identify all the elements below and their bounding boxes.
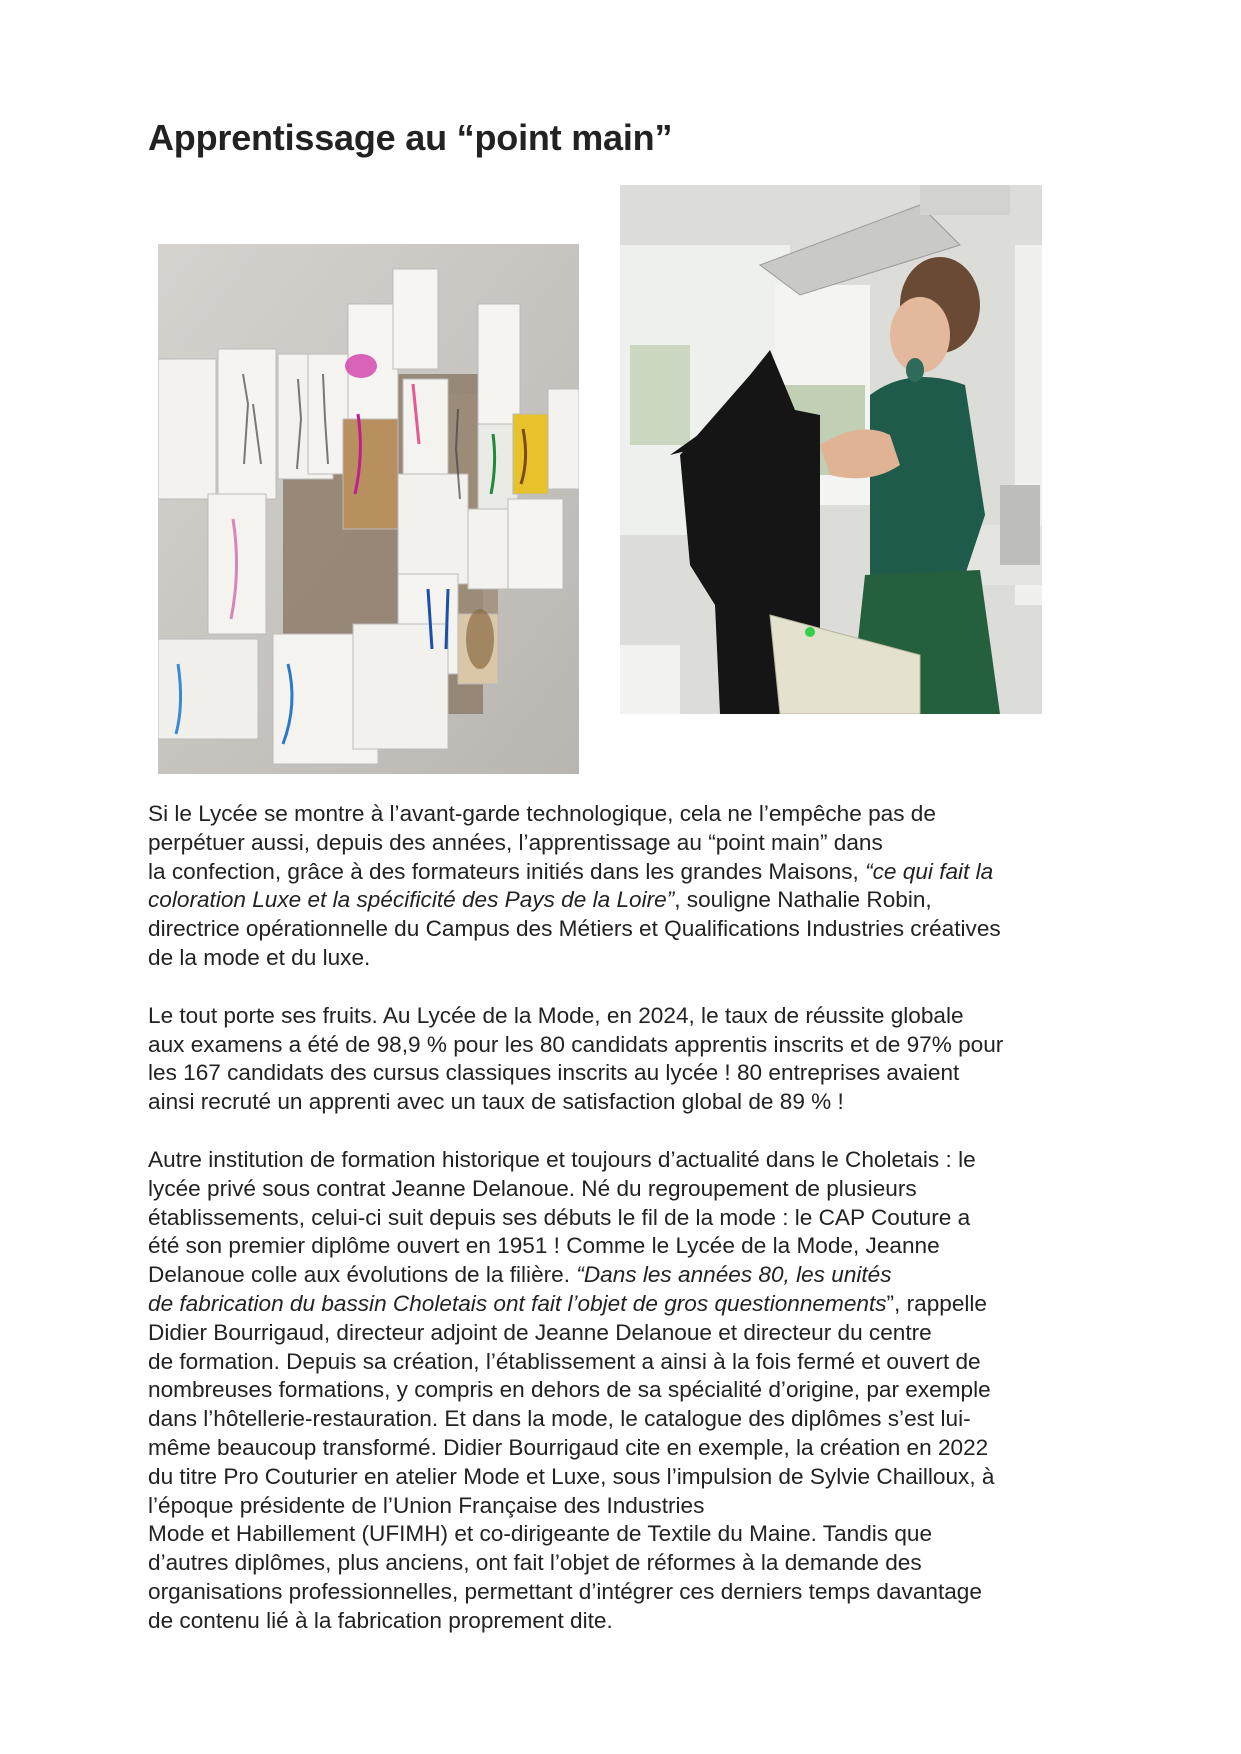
text-run: perpétuer aussi, depuis des années, l’apprentissage au “point main” dans — [148, 829, 883, 855]
text-run: les 167 candidats des cursus classiques inscrits au lycée ! 80 entreprises avaient — [148, 1060, 960, 1086]
text-line — [148, 1492, 1108, 1521]
text-line — [148, 1002, 1108, 1031]
text-line — [148, 915, 1108, 944]
text-run: Si le Lycée se montre à l’avant-garde technologique, cela ne l’empêche pas de — [148, 801, 936, 826]
text-run: directrice opérationnelle du Campus des Métiers et Qualifications Industries créatives — [148, 916, 1001, 942]
text-line — [148, 1290, 1108, 1319]
text-line — [148, 1319, 1108, 1348]
text-line — [148, 858, 1108, 887]
text-run: dans l’hôtellerie-restauration. Et dans la mode, le catalogue des diplômes s’est lui- — [148, 1406, 971, 1432]
text-run: , souligne Nathalie Robin, — [674, 887, 932, 913]
sketch-wall-photo — [158, 244, 579, 774]
quote-text: “ce qui fait la — [865, 858, 994, 884]
text-line — [148, 1232, 1108, 1261]
text-line — [148, 1088, 1108, 1117]
text-line — [148, 1204, 1108, 1233]
quote-text: de fabrication du bassin Choletais ont fait l’objet de gros questionnements — [148, 1290, 887, 1316]
text-run: d’autres diplômes, plus anciens, ont fait l’objet de réformes à la demande des — [148, 1550, 922, 1576]
text-line — [148, 1146, 1108, 1175]
text-line — [148, 1549, 1108, 1578]
paragraph-3 — [148, 1146, 1108, 1636]
text-run: ainsi recruté un apprenti avec un taux de satisfaction global de 89 % ! — [148, 1089, 844, 1115]
text-run: Le tout porte ses fruits. Au Lycée de la Mode, en 2024, le taux de réussite globale — [148, 1002, 964, 1028]
text-line — [148, 944, 1108, 973]
text-line — [148, 1059, 1108, 1088]
text-run: été son premier diplôme ouvert en 1951 ! Comme le Lycée de la Mode, Jeanne — [148, 1233, 940, 1259]
text-run: Didier Bourrigaud, directeur adjoint de Jeanne Delanoue et directeur du centre — [148, 1319, 932, 1345]
text-line — [148, 1578, 1108, 1607]
text-line — [148, 1175, 1108, 1204]
text-run: la confection, grâce à des formateurs initiés dans les grandes Maisons, — [148, 858, 866, 884]
text-run: aux examens a été de 98,9 % pour les 80 candidats apprentis inscrits et de 97% pour — [148, 1031, 1004, 1057]
text-run: ”, rappelle — [886, 1290, 988, 1316]
paragraph-1 — [148, 800, 1108, 973]
page-title: Apprentissage au “point main” — [148, 117, 673, 158]
text-run: de contenu lié à la fabrication proprement dite. — [148, 1607, 613, 1633]
text-run: Autre institution de formation historique et toujours d’actualité dans le Choletais : le — [148, 1146, 976, 1172]
text-line — [148, 829, 1108, 858]
text-line — [148, 1376, 1108, 1405]
text-line — [148, 1348, 1108, 1377]
text-run: même beaucoup transformé. Didier Bourrigaud cite en exemple, la création en 2022 — [148, 1434, 989, 1460]
text-line — [148, 1261, 1108, 1290]
text-run: organisations professionnelles, permettant d’intégrer ces derniers temps davantage — [148, 1578, 982, 1604]
paragraph-2 — [148, 1002, 1108, 1117]
text-line — [148, 1607, 1108, 1636]
seamstress-photo — [620, 185, 1042, 714]
text-run: de la mode et du luxe. — [148, 944, 371, 970]
article-body — [148, 800, 1108, 1665]
text-line — [148, 886, 1108, 915]
text-run: établissements, celui-ci suit depuis ses débuts le fil de la mode : le CAP Couture a — [148, 1204, 971, 1230]
text-run: Delanoue colle aux évolutions de la filière. — [148, 1262, 577, 1288]
text-run: Mode et Habillement (UFIMH) et co-dirigeante de Textile du Maine. Tandis que — [148, 1521, 933, 1547]
text-run: lycée privé sous contrat Jeanne Delanoue. Né du regroupement de plusieurs — [148, 1175, 917, 1201]
text-line — [148, 800, 1108, 829]
text-line — [148, 1405, 1108, 1434]
text-line — [148, 1031, 1108, 1060]
text-run: nombreuses formations, y compris en dehors de sa spécialité d’origine, par exemple — [148, 1377, 991, 1403]
text-run: du titre Pro Couturier en atelier Mode et Luxe, sous l’impulsion de Sylvie Chailloux, à — [148, 1463, 995, 1489]
text-line — [148, 1434, 1108, 1463]
quote-text: coloration Luxe et la spécificité des Pays de la Loire” — [148, 887, 675, 913]
text-line — [148, 1463, 1108, 1492]
quote-text: “Dans les années 80, les unités — [576, 1262, 892, 1288]
text-line — [148, 1520, 1108, 1549]
text-run: l’époque présidente de l’Union Française des Industries — [148, 1492, 705, 1518]
text-run: de formation. Depuis sa création, l’établissement a ainsi à la fois fermé et ouvert de — [148, 1348, 981, 1374]
